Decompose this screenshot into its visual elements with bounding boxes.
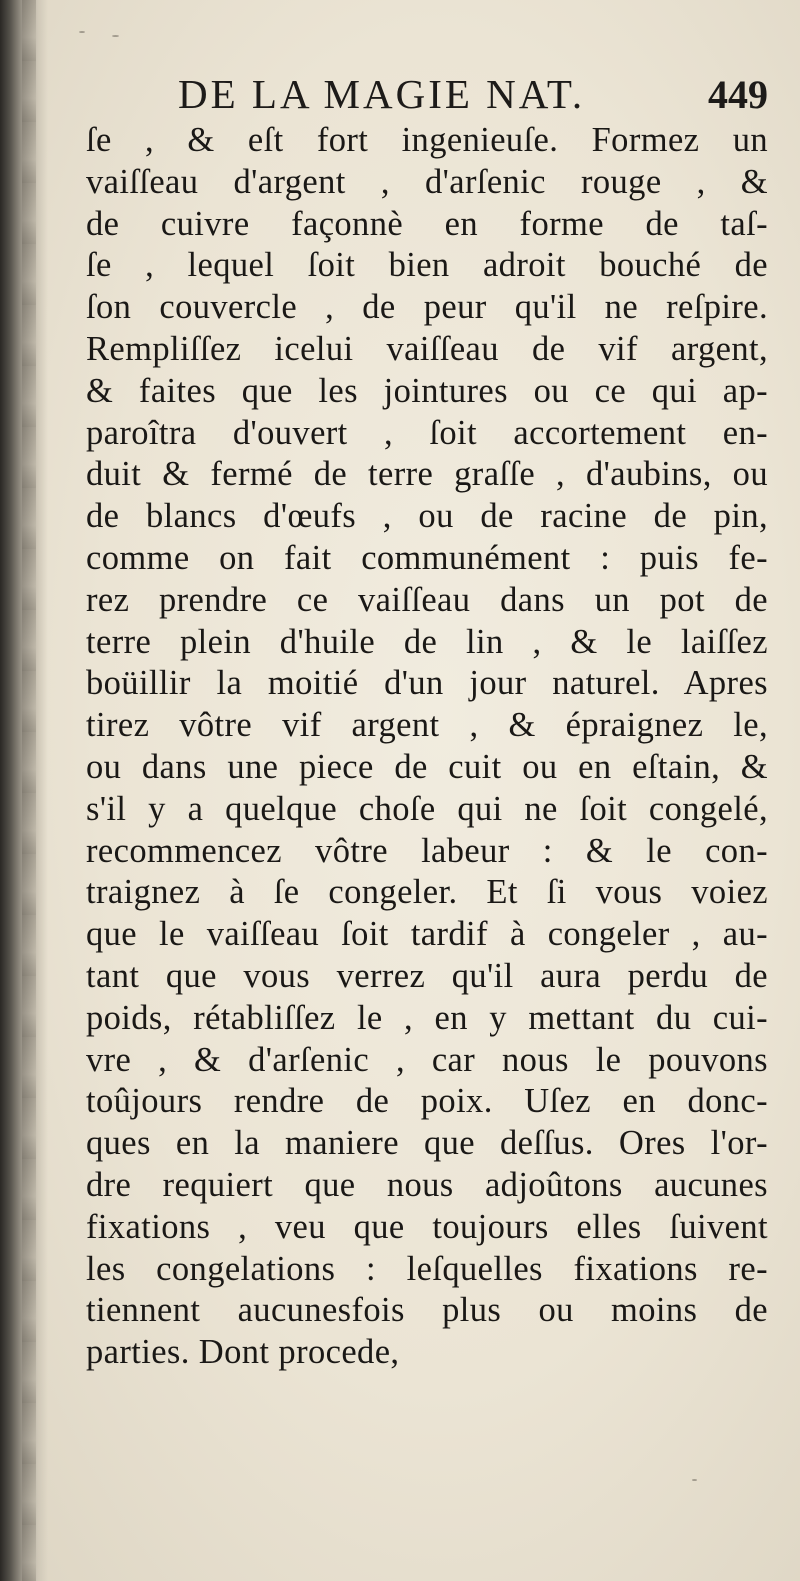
text-line: dre requiert que nous adjoûtons aucunes bbox=[86, 1165, 768, 1204]
binding-gutter bbox=[22, 0, 36, 1581]
running-title: DE LA MAGIE NAT. bbox=[178, 71, 586, 117]
text-line: paroîtra d'ouvert , ſoit accortement en- bbox=[86, 413, 768, 452]
ink-speck bbox=[692, 1479, 697, 1481]
text-line: ou dans une piece de cuit ou en eſtain, & bbox=[86, 747, 768, 786]
text-line: tant que vous verrez qu'il aura perdu de bbox=[86, 956, 768, 995]
text-line: que le vaiſſeau ſoit tardif à congeler , au- bbox=[86, 915, 768, 954]
text-line: vre , & d'arſenic , car nous le pouvons bbox=[86, 1040, 768, 1079]
text-line: s'il y a quelque choſe qui ne ſoit congelé, bbox=[86, 789, 768, 828]
page-number: 449 bbox=[708, 72, 768, 117]
text-line: traignez à ſe congeler. Et ſi vous voiez bbox=[86, 873, 768, 912]
text-line: tirez vôtre vif argent , & épraignez le, bbox=[86, 706, 768, 745]
text-line: fixations , veu que toujours elles ſuivent bbox=[86, 1207, 768, 1246]
text-line: ques en la maniere que deſſus. Ores l'or- bbox=[86, 1124, 768, 1163]
text-line: recommencez vôtre labeur : & le con- bbox=[86, 831, 768, 870]
text-line: de blancs d'œufs , ou de racine de pin, bbox=[86, 497, 768, 536]
running-head bbox=[178, 68, 768, 120]
text-line: ſe , lequel ſoit bien adroit bouché de bbox=[86, 246, 768, 285]
text-line: Rempliſſez icelui vaiſſeau de vif argent, bbox=[86, 329, 768, 368]
text-line: boüillir la moitié d'un jour naturel. Apres bbox=[86, 664, 768, 703]
text-line: poids, rétabliſſez le , en y mettant du cui- bbox=[86, 998, 768, 1037]
text-line: toûjours rendre de poix. Uſez en donc- bbox=[86, 1082, 768, 1121]
ink-speck bbox=[79, 31, 85, 33]
text-line: duit & fermé de terre graſſe , d'aubins, ou bbox=[86, 455, 768, 494]
text-line: comme on fait communément : puis fe- bbox=[86, 538, 768, 577]
text-line: tiennent aucunesfois plus ou moins de bbox=[86, 1291, 768, 1330]
text-line: terre plein d'huile de lin , & le laiſſez bbox=[86, 622, 768, 661]
text-line: les congelations : leſquelles fixations re- bbox=[86, 1249, 768, 1288]
text-line: ſon couvercle , de peur qu'il ne reſpire. bbox=[86, 288, 768, 327]
body-text bbox=[86, 120, 768, 1374]
text-line: de cuivre façonnè en forme de taſ- bbox=[86, 204, 768, 243]
text-line: ſe , & eſt fort ingenieuſe. Formez un bbox=[86, 121, 768, 159]
text-line: vaiſſeau d'argent , d'arſenic rouge , & bbox=[86, 162, 768, 201]
text-line: rez prendre ce vaiſſeau dans un pot de bbox=[86, 580, 768, 619]
text-line: & faites que les jointures ou ce qui ap- bbox=[86, 371, 768, 410]
ink-speck bbox=[112, 35, 119, 37]
text-line: parties. Dont procede, bbox=[86, 1333, 400, 1372]
